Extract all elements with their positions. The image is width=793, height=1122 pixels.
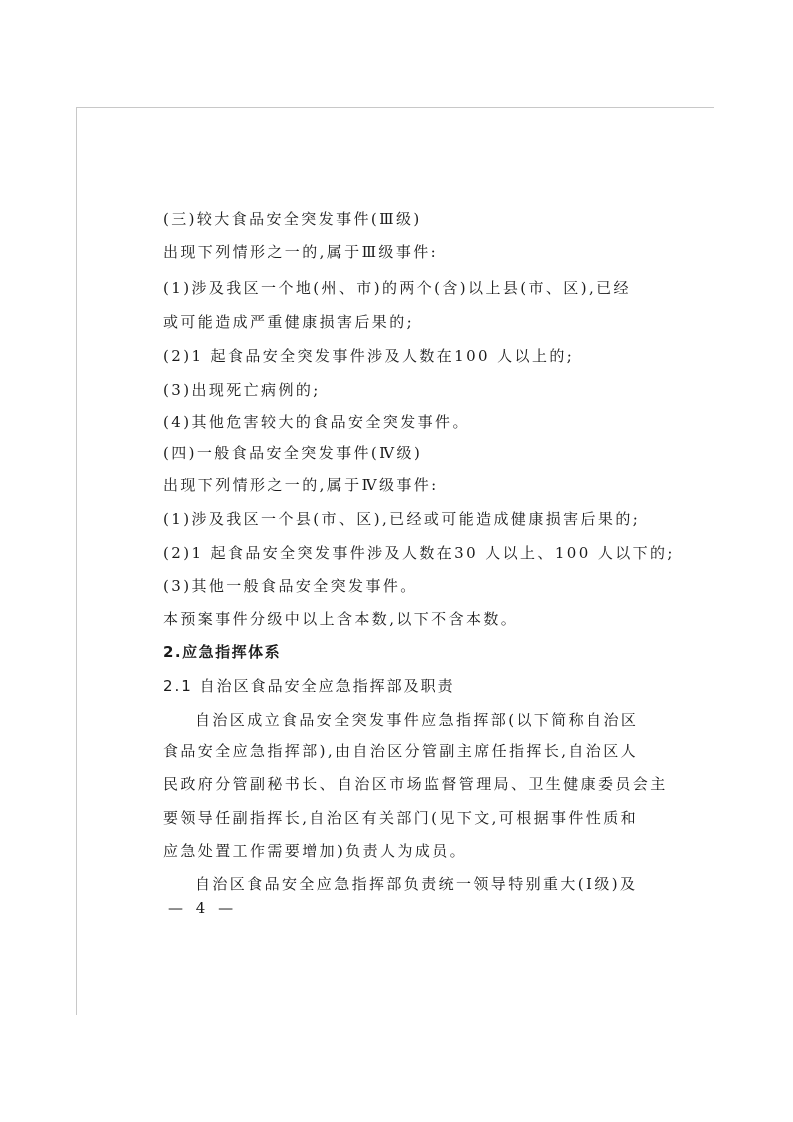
list-item-line: (2)1 起食品安全突发事件涉及人数在30 人以上、100 人以下的;	[163, 544, 675, 562]
paragraph-line: 自治区成立食品安全突发事件应急指挥部(以下简称自治区	[195, 711, 639, 729]
paragraph-line-continued: 食品安全应急指挥部),由自治区分管副主席任指挥长,自治区人	[163, 742, 638, 760]
page-border-left	[76, 107, 77, 1015]
list-item-line: (3)出现死亡病例的;	[163, 381, 321, 399]
paragraph-line: 本预案事件分级中以上含本数,以下不含本数。	[163, 610, 519, 628]
section-heading-command-system: 2.应急指挥体系	[163, 643, 282, 661]
list-item-line: (2)1 起食品安全突发事件涉及人数在100 人以上的;	[163, 347, 575, 365]
section-heading-level-3: (三)较大食品安全突发事件(Ⅲ级)	[163, 210, 422, 228]
page-number: — 4 —	[168, 899, 238, 917]
paragraph-line: 出现下列情形之一的,属于Ⅲ级事件:	[163, 243, 439, 261]
page-border-top	[76, 107, 714, 108]
list-item-line: (3)其他一般食品安全突发事件。	[163, 577, 418, 595]
list-item-line: (1)涉及我区一个地(州、市)的两个(含)以上县(市、区),已经	[163, 279, 631, 297]
paragraph-line-continued: 应急处置工作需要增加)负责人为成员。	[163, 842, 468, 860]
list-item-line: (1)涉及我区一个县(市、区),已经或可能造成健康损害后果的;	[163, 510, 641, 528]
list-item-line-continued: 或可能造成严重健康损害后果的;	[163, 313, 415, 331]
list-item-line: (4)其他危害较大的食品安全突发事件。	[163, 413, 470, 431]
paragraph-line-continued: 民政府分管副秘书长、自治区市场监督管理局、卫生健康委员会主	[163, 775, 668, 793]
paragraph-line: 自治区食品安全应急指挥部负责统一领导特别重大(Ⅰ级)及	[195, 875, 638, 893]
subsection-heading-command-hq: 2.1 自治区食品安全应急指挥部及职责	[163, 677, 455, 695]
paragraph-line-continued: 要领导任副指挥长,自治区有关部门(见下文,可根据事件性质和	[163, 809, 638, 827]
paragraph-line: 出现下列情形之一的,属于Ⅳ级事件:	[163, 476, 439, 494]
section-heading-level-4: (四)一般食品安全突发事件(Ⅳ级)	[163, 444, 423, 462]
